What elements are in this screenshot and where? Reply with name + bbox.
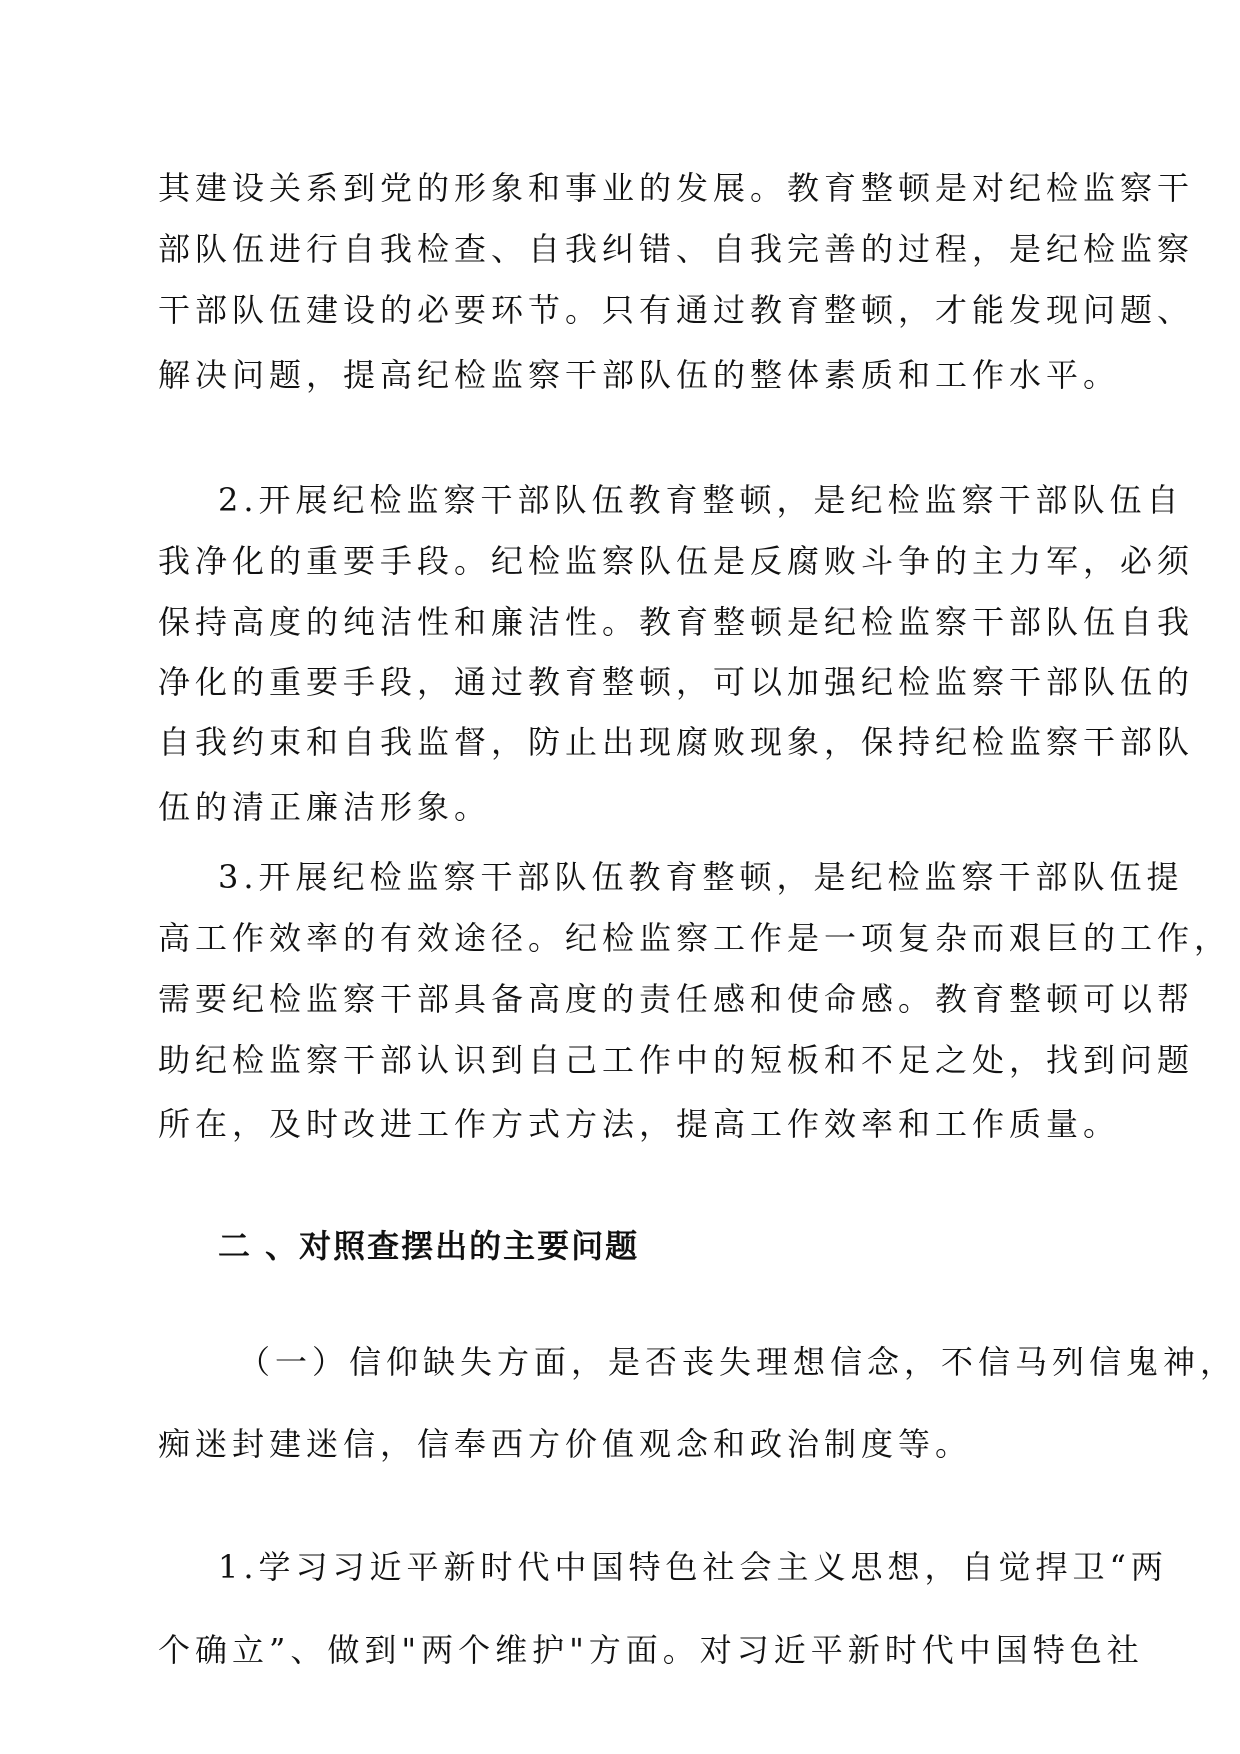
section-heading: 二 、对照查摆出的主要问题 (218, 1227, 640, 1265)
text-line: 净化的重要手段，通过教育整顿，可以加强纪检监察干部队伍的 (158, 663, 1195, 701)
text-line: 所在，及时改进工作方式方法，提高工作效率和工作质量。 (158, 1105, 1121, 1143)
text-line: 3.开展纪检监察干部队伍教育整顿，是纪检监察干部队伍提 (218, 858, 1184, 896)
text-line: 保持高度的纯洁性和廉洁性。教育整顿是纪检监察干部队伍自我 (158, 603, 1195, 641)
text-line: 部队伍进行自我检查、自我纠错、自我完善的过程，是纪检监察 (158, 230, 1195, 268)
text-line: 痴迷封建迷信，信奉西方价值观念和政治制度等。 (158, 1425, 973, 1463)
text-line: 助纪检监察干部认识到自己工作中的短板和不足之处，找到问题 (158, 1041, 1195, 1079)
text-line: 个确立”、做到"两个维护"方面。对习近平新时代中国特色社 (158, 1631, 1144, 1669)
text-line: 伍的清正廉洁形象。 (158, 788, 492, 826)
text-line: 2.开展纪检监察干部队伍教育整顿，是纪检监察干部队伍自 (218, 481, 1184, 519)
text-line: 其建设关系到党的形象和事业的发展。教育整顿是对纪检监察干 (158, 169, 1195, 207)
text-line: 我净化的重要手段。纪检监察队伍是反腐败斗争的主力军，必须 (158, 542, 1195, 580)
text-line: 1.学习习近平新时代中国特色社会主义思想，自觉捍卫“两 (218, 1548, 1168, 1586)
text-line: 解决问题，提高纪检监察干部队伍的整体素质和工作水平。 (158, 356, 1121, 394)
text-line: （一）信仰缺失方面，是否丧失理想信念，不信马列信鬼神， (238, 1343, 1238, 1381)
text-line: 自我约束和自我监督，防止出现腐败现象，保持纪检监察干部队 (158, 723, 1195, 761)
text-line: 高工作效率的有效途径。纪检监察工作是一项复杂而艰巨的工作， (158, 919, 1232, 957)
text-line: 需要纪检监察干部具备高度的责任感和使命感。教育整顿可以帮 (158, 980, 1195, 1018)
text-line: 干部队伍建设的必要环节。只有通过教育整顿，才能发现问题、 (158, 291, 1195, 329)
